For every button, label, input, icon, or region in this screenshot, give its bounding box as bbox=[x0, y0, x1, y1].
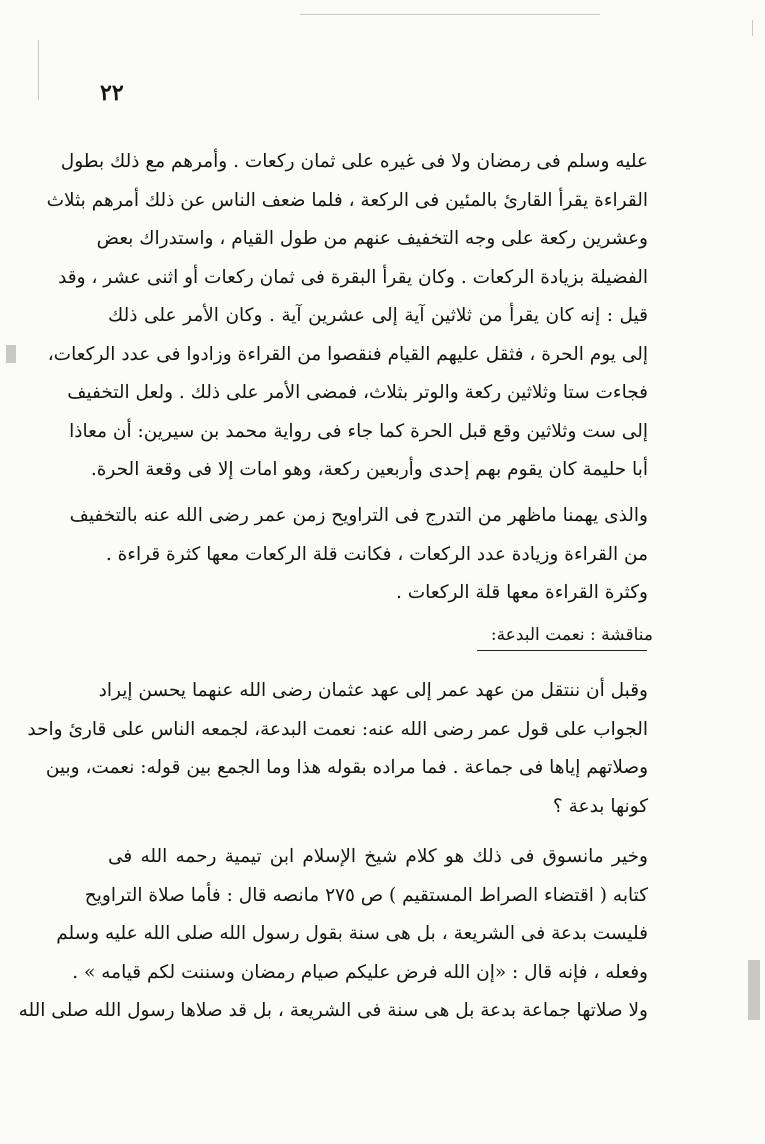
heading-underline bbox=[477, 650, 647, 651]
text-line: والذى يهمنا ماظهر من التدرج فى التراويح زمن عمر رضى الله عنه بالتخفيف bbox=[69, 505, 648, 526]
paragraph-1 bbox=[46, 143, 648, 490]
page-number: ٢٢ bbox=[100, 80, 124, 106]
paragraph-2 bbox=[69, 497, 648, 613]
text-line: كونها بدعة ؟ bbox=[552, 795, 648, 817]
text-line: من القراءة وزيادة عدد الركعات ، فكانت قلة الركعات معها كثرة قراءة . bbox=[105, 543, 648, 565]
text-line: وقبل أن ننتقل من عهد عمر إلى عهد عثمان رضى الله عنهما يحسن إيراد bbox=[98, 680, 648, 701]
text-line: الفضيلة بزيادة الركعات . وكان يقرأ البقرة فى ثمان ركعات أو اثنى عشر ، وقد bbox=[58, 266, 648, 288]
text-line: إلى يوم الحرة ، فثقل عليهم القيام فنقصوا من القراءة وزادوا فى عدد الركعات، bbox=[47, 343, 648, 365]
paragraph-4 bbox=[18, 838, 648, 1031]
paragraph-3 bbox=[27, 672, 648, 826]
text-line: فليست بدعة فى الشريعة ، بل هى سنة بقول رسول الله صلى الله عليه وسلم bbox=[56, 923, 648, 944]
section-heading: مناقشة : نعمت البدعة: bbox=[490, 625, 653, 645]
scan-artifact-right-bottom bbox=[748, 960, 760, 1020]
text-line: وعشرين ركعة على وجه التخفيف عنهم من طول القيام ، واستدراك بعض bbox=[96, 228, 648, 249]
scan-artifact-right bbox=[752, 20, 753, 36]
text-line: القراءة يقرأ القارئ بالمئين فى الركعة ، فلما ضعف الناس عن ذلك أمرهم بثلاث bbox=[46, 189, 648, 211]
text-line: الجواب على قول عمر رضى الله عنه: نعمت البدعة، لجمعه الناس على قارئ واحد bbox=[27, 718, 648, 740]
text-line: وصلاتهم إياها فى جماعة . فما مراده بقوله هذا وما الجمع بين قوله: نعمت، وبين bbox=[45, 757, 648, 778]
text-line: قيل : إنه كان يقرأ من ثلاثين آية إلى عشرين آية . وكان الأمر على ذلك bbox=[108, 305, 648, 326]
text-line: ولا صلاتها جماعة بدعة بل هى سنة فى الشريعة ، بل قد صلاها رسول الله صلى الله bbox=[18, 1000, 648, 1021]
scan-artifact-top bbox=[300, 14, 600, 15]
scan-artifact-left-mid bbox=[6, 345, 16, 363]
scan-artifact-left bbox=[38, 40, 39, 100]
text-line: عليه وسلم فى رمضان ولا فى غيره على ثمان ركعات . وأمرهم مع ذلك بطول bbox=[60, 151, 648, 172]
text-line: كتابه ( اقتضاء الصراط المستقيم ) ص ٢٧٥ مانصه قال : فأما صلاة التراويح bbox=[84, 884, 648, 906]
text-line: أبا حليمة كان يقوم بهم إحدى وأربعين ركعة، وهو امات إلا فى وقعة الحرة. bbox=[90, 459, 648, 480]
text-line: فجاءت ستا وثلاثين ركعة والوتر بثلاث، فمضى الأمر على ذلك . ولعل التخفيف bbox=[67, 382, 648, 403]
text-line: وخير مانسوق فى ذلك هو كلام شيخ الإسلام ابن تيمية رحمه الله فى bbox=[108, 846, 648, 867]
text-line: وكثرة القراءة معها قلة الركعات . bbox=[395, 582, 648, 603]
text-line: وفعله ، فإنه قال : «إن الله فرض عليكم صيام رمضان وسننت لكم قيامه » . bbox=[72, 961, 648, 983]
text-line: إلى ست وثلاثين وقع قبل الحرة كما جاء فى رواية محمد بن سيرين: أن معاذا bbox=[69, 420, 648, 442]
